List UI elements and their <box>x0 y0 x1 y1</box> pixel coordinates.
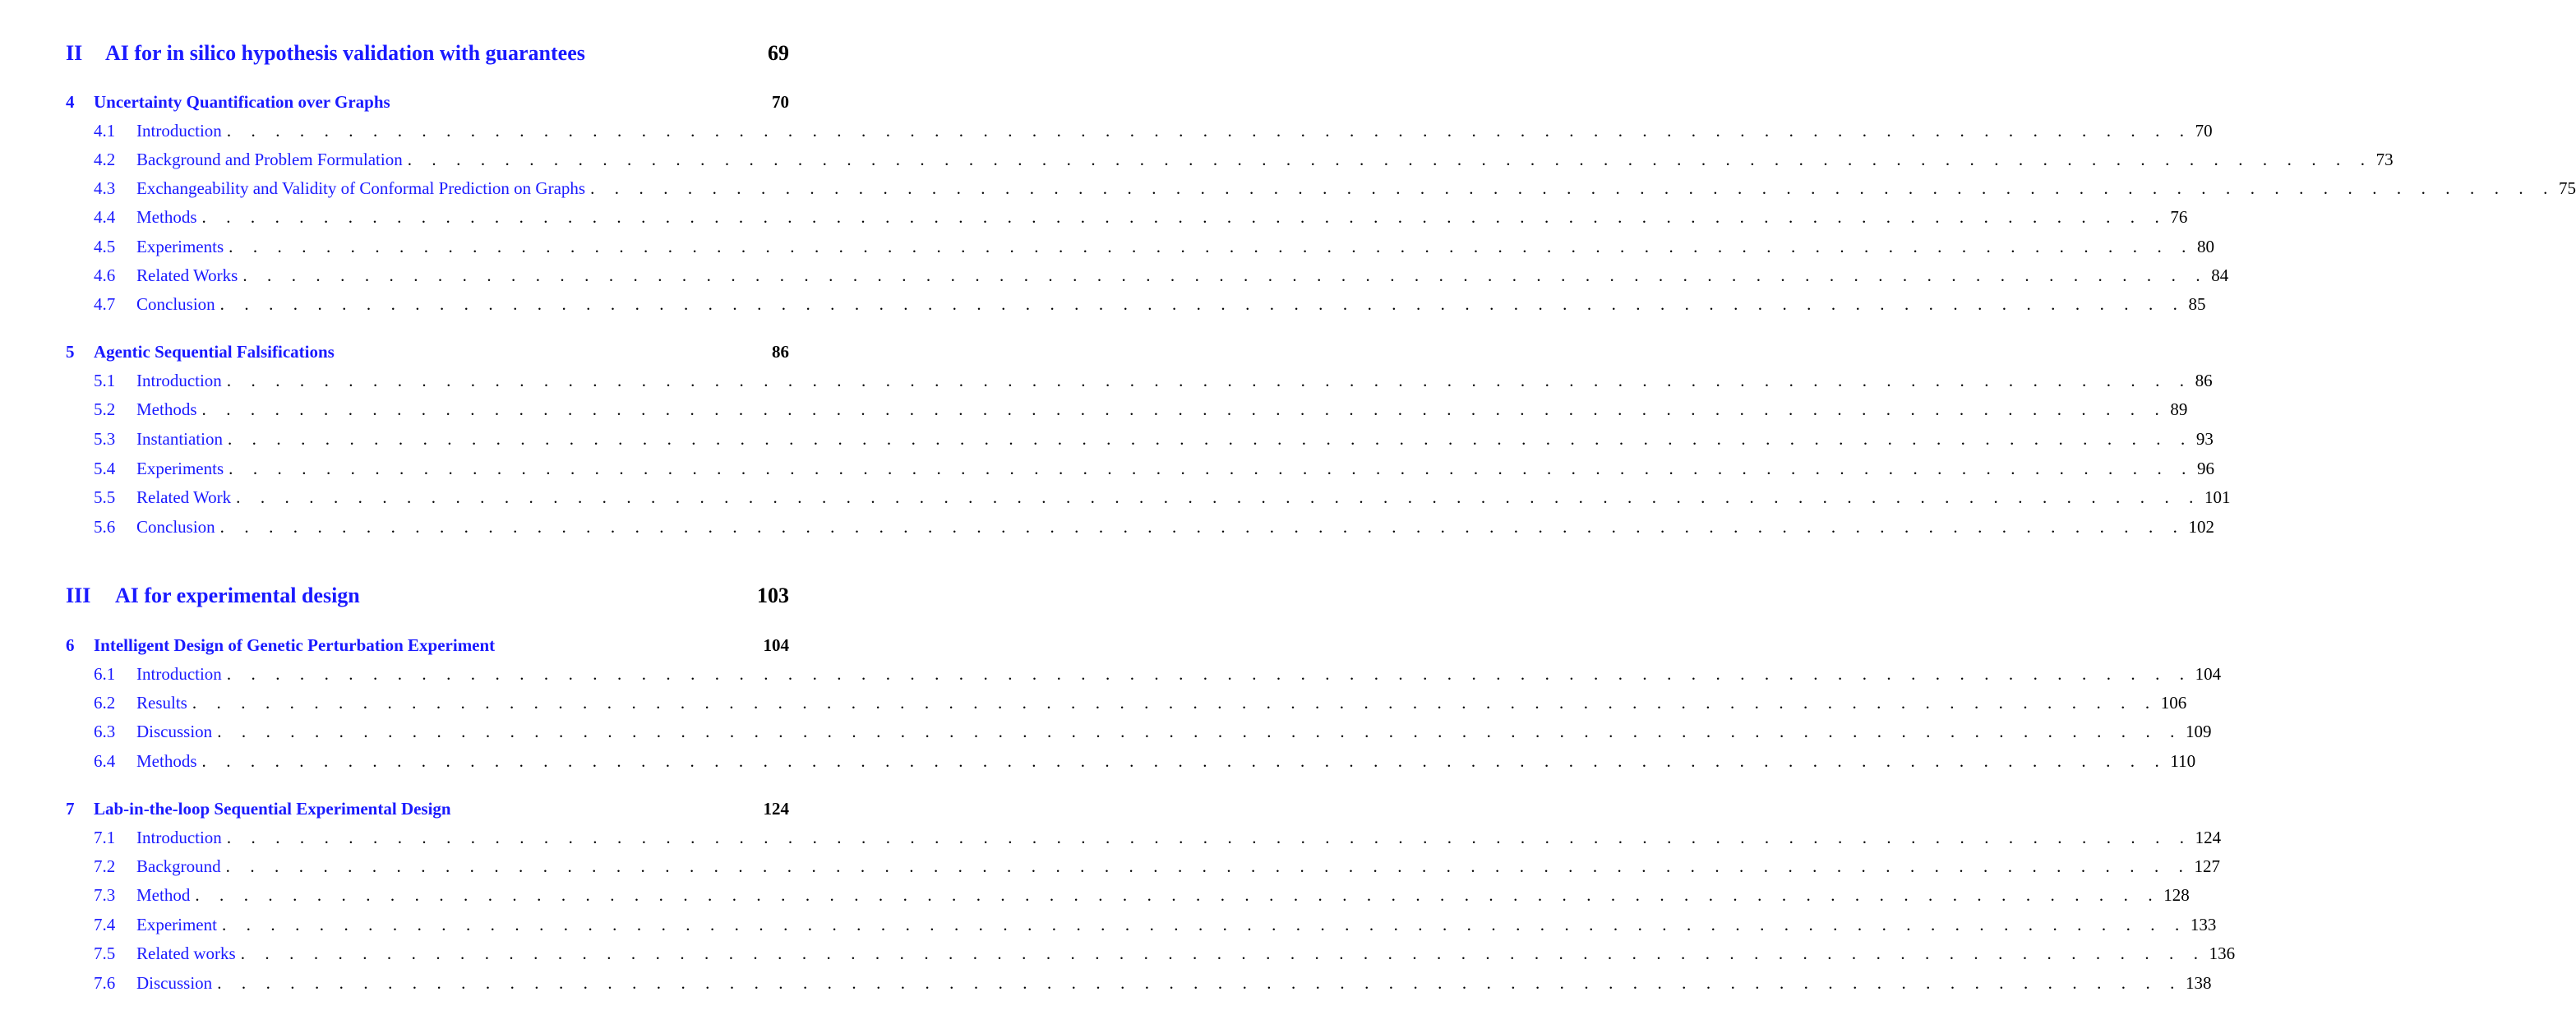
dot-leader: . . . . . . . . . . . . . . . . . . . . . . . . . . . . . . . . . . . . . . . . . . . . . . . . . . . . . . . . . . . . . . . . . . . . . . . . . . . . . . . . . <box>201 751 2167 771</box>
toc-section-entry[interactable] <box>94 885 2190 906</box>
section-page-number: 136 <box>2209 943 2236 963</box>
section-page-number: 110 <box>2170 751 2196 771</box>
chapter-title: Uncertainty Quantification over Graphs <box>94 92 390 112</box>
section-title: Discussion <box>136 973 213 993</box>
section-number: 5.5 <box>94 487 116 507</box>
part-heading[interactable] <box>66 41 789 66</box>
section-number: 7.1 <box>94 828 116 847</box>
section-title: Methods <box>136 399 197 419</box>
section-page-number: 124 <box>2195 828 2222 847</box>
toc-section-entry[interactable] <box>94 664 2222 685</box>
section-title: Conclusion <box>136 294 215 314</box>
section-title: Experiments <box>136 237 224 256</box>
section-number: 7.3 <box>94 885 116 905</box>
part-title: AI for in silico hypothesis validation with guarantees <box>105 41 585 65</box>
section-title: Methods <box>136 207 197 227</box>
toc-section-entry[interactable] <box>94 265 2229 286</box>
section-page-number: 76 <box>2170 207 2188 227</box>
toc-section-entry[interactable] <box>94 943 2236 964</box>
chapter-heading[interactable] <box>66 799 789 819</box>
section-number: 4.1 <box>94 121 116 141</box>
chapter-number: 6 <box>66 635 75 655</box>
chapter-title: Agentic Sequential Falsifications <box>94 342 335 362</box>
section-title: Related Work <box>136 487 232 507</box>
toc-section-entry[interactable] <box>94 150 2394 170</box>
toc-section-entry[interactable] <box>94 294 2206 315</box>
section-number: 6.1 <box>94 664 116 684</box>
section-page-number: 93 <box>2195 429 2214 449</box>
chapter-number: 4 <box>66 92 75 112</box>
section-title: Related works <box>136 943 236 963</box>
dot-leader: . . . . . . . . . . . . . . . . . . . . . . . . . . . . . . . . . . . . . . . . . . . . . . . . . . . . . . . . . . . . . . . . . . . . . . . . . . . . . . . . . <box>226 371 2192 390</box>
toc-section-entry[interactable] <box>94 751 2196 772</box>
dot-leader: . . . . . . . . . . . . . . . . . . . . . . . . . . . . . . . . . . . . . . . . . . . . . . . . . . . . . . . . . . . . . . . . . . . . . . . . . . . . . . . . . <box>219 517 2186 537</box>
chapter-title: Lab-in-the-loop Sequential Experimental Design <box>94 799 451 819</box>
section-page-number: 106 <box>2160 693 2187 713</box>
section-number: 5.6 <box>94 517 116 537</box>
section-title: Experiment <box>136 915 217 934</box>
section-page-number: 133 <box>2190 915 2217 934</box>
section-number: 7.6 <box>94 973 116 993</box>
section-title: Instantiation <box>136 429 223 449</box>
section-number: 7.4 <box>94 915 116 934</box>
section-number: 5.3 <box>94 429 116 449</box>
section-title: Introduction <box>136 664 222 684</box>
toc-section-entry[interactable] <box>94 207 2188 228</box>
section-number: 5.1 <box>94 371 116 390</box>
dot-leader: . . . . . . . . . . . . . . . . . . . . . . . . . . . . . . . . . . . . . . . . . . . . . . . . . . . . . . . . . . . . . . . . . . . . . . . . . . . . . . . . . <box>225 856 2191 876</box>
section-page-number: 84 <box>2211 265 2229 285</box>
dot-leader: . . . . . . . . . . . . . . . . . . . . . . . . . . . . . . . . . . . . . . . . . . . . . . . . . . . . . . . . . . . . . . . . . . . . . . . . . . . . . . . . . <box>229 459 2194 478</box>
section-page-number: 96 <box>2197 459 2214 478</box>
toc-section-entry[interactable] <box>94 856 2221 877</box>
part-number: II <box>66 41 83 65</box>
section-title: Method <box>136 885 191 905</box>
section-title: Introduction <box>136 828 222 847</box>
section-title: Related Works <box>136 265 238 285</box>
dot-leader: . . . . . . . . . . . . . . . . . . . . . . . . . . . . . . . . . . . . . . . . . . . . . . . . . . . . . . . . . . . . . . . . . . . . . . . . . . . . . . . . . <box>236 487 2202 507</box>
section-page-number: 109 <box>2186 722 2212 741</box>
section-number: 5.4 <box>94 459 116 478</box>
part-label[interactable] <box>66 584 360 608</box>
chapter-number: 5 <box>66 342 75 362</box>
section-number: 6.3 <box>94 722 116 741</box>
toc-section-entry[interactable] <box>94 517 2215 537</box>
section-number: 4.7 <box>94 294 116 314</box>
chapter-page-number: 70 <box>772 92 789 112</box>
part-label[interactable] <box>66 41 585 66</box>
dot-leader: . . . . . . . . . . . . . . . . . . . . . . . . . . . . . . . . . . . . . . . . . . . . . . . . . . . . . . . . . . . . . . . . . . . . . . . . . . . . . . . . . <box>192 693 2158 713</box>
section-number: 7.2 <box>94 856 116 876</box>
section-title: Methods <box>136 751 197 771</box>
section-title: Background and Problem Formulation <box>136 150 403 169</box>
section-title: Discussion <box>136 722 213 741</box>
section-number: 4.6 <box>94 265 116 285</box>
section-title: Conclusion <box>136 517 215 537</box>
dot-leader: . . . . . . . . . . . . . . . . . . . . . . . . . . . . . . . . . . . . . . . . . . . . . . . . . . . . . . . . . . . . . . . . . . . . . . . . . . . . . . . . . <box>240 943 2206 963</box>
chapter-heading[interactable] <box>66 92 789 113</box>
toc-section-entry[interactable] <box>94 459 2214 479</box>
part-title: AI for experimental design <box>115 584 360 607</box>
section-page-number: 80 <box>2197 237 2214 256</box>
chapter-page-number: 124 <box>763 799 789 819</box>
toc-section-entry[interactable] <box>94 371 2213 391</box>
section-number: 4.3 <box>94 178 116 198</box>
section-title: Introduction <box>136 121 222 141</box>
toc-section-entry[interactable] <box>94 429 2214 450</box>
dot-leader: . . . . . . . . . . . . . . . . . . . . . . . . . . . . . . . . . . . . . . . . . . . . . . . . . . . . . . . . . . . . . . . . . . . . . . . . . . . . . . . . . <box>201 399 2167 419</box>
dot-leader: . . . . . . . . . . . . . . . . . . . . . . . . . . . . . . . . . . . . . . . . . . . . . . . . . . . . . . . . . . . . . . . . . . . . . . . . . . . . . . . . . <box>226 828 2192 847</box>
section-page-number: 85 <box>2188 294 2206 314</box>
toc-section-entry[interactable] <box>94 693 2187 713</box>
chapter-page-number: 104 <box>763 635 789 655</box>
section-title: Introduction <box>136 371 222 390</box>
toc-section-entry[interactable] <box>94 121 2213 141</box>
section-number: 4.2 <box>94 150 116 169</box>
chapter-heading[interactable] <box>66 342 789 362</box>
dot-leader: . . . . . . . . . . . . . . . . . . . . . . . . . . . . . . . . . . . . . . . . . . . . . . . . . . . . . . . . . . . . . . . . . . . . . . . . . . . . . . . . . <box>217 973 2183 993</box>
section-page-number: 101 <box>2204 487 2231 507</box>
part-number: III <box>66 584 91 607</box>
section-title: Exchangeability and Validity of Conformal Prediction on Graphs <box>136 178 586 198</box>
chapter-page-number: 86 <box>772 342 789 362</box>
section-number: 4.5 <box>94 237 116 256</box>
toc-section-entry[interactable] <box>94 487 2231 508</box>
dot-leader: . . . . . . . . . . . . . . . . . . . . . . . . . . . . . . . . . . . . . . . . . . . . . . . . . . . . . . . . . . . . . . . . . . . . . . . . . . . . . . . . . <box>201 207 2167 227</box>
section-number: 5.2 <box>94 399 116 419</box>
dot-leader: . . . . . . . . . . . . . . . . . . . . . . . . . . . . . . . . . . . . . . . . . . . . . . . . . . . . . . . . . . . . . . . . . . . . . . . . . . . . . . . . . <box>195 885 2161 905</box>
dot-leader: . . . . . . . . . . . . . . . . . . . . . . . . . . . . . . . . . . . . . . . . . . . . . . . . . . . . . . . . . . . . . . . . . . . . . . . . . . . . . . . . . <box>221 915 2187 934</box>
section-page-number: 104 <box>2195 664 2222 684</box>
section-page-number: 127 <box>2194 856 2221 876</box>
section-title: Background <box>136 856 221 876</box>
toc-section-entry[interactable] <box>94 828 2222 848</box>
toc-section-entry[interactable] <box>94 399 2188 420</box>
dot-leader: . . . . . . . . . . . . . . . . . . . . . . . . . . . . . . . . . . . . . . . . . . . . . . . . . . . . . . . . . . . . . . . . . . . . . . . . . . . . . . . . . <box>242 265 2209 285</box>
section-number: 6.4 <box>94 751 116 771</box>
section-page-number: 138 <box>2186 973 2212 993</box>
section-page-number: 102 <box>2188 517 2215 537</box>
toc-section-entry[interactable] <box>94 973 2212 994</box>
section-number: 7.5 <box>94 943 116 963</box>
dot-leader: . . . . . . . . . . . . . . . . . . . . . . . . . . . . . . . . . . . . . . . . . . . . . . . . . . . . . . . . . . . . . . . . . . . . . . . . . . . . . . . . . <box>407 150 2373 169</box>
chapter-number: 7 <box>66 799 75 819</box>
part-page-number: 103 <box>757 584 789 607</box>
section-page-number: 73 <box>2375 150 2394 169</box>
section-page-number: 70 <box>2195 121 2213 141</box>
section-number: 6.2 <box>94 693 116 713</box>
section-page-number: 89 <box>2170 399 2188 419</box>
section-title: Results <box>136 693 187 713</box>
section-page-number: 86 <box>2195 371 2213 390</box>
section-page-number: 75 <box>2558 178 2576 198</box>
part-page-number: 69 <box>768 41 789 65</box>
dot-leader: . . . . . . . . . . . . . . . . . . . . . . . . . . . . . . . . . . . . . . . . . . . . . . . . . . . . . . . . . . . . . . . . . . . . . . . . . . . . . . . . . <box>217 722 2183 741</box>
dot-leader: . . . . . . . . . . . . . . . . . . . . . . . . . . . . . . . . . . . . . . . . . . . . . . . . . . . . . . . . . . . . . . . . . . . . . . . . . . . . . . . . . <box>219 294 2186 314</box>
chapter-heading[interactable] <box>66 635 789 656</box>
section-title: Experiments <box>136 459 224 478</box>
toc-section-entry[interactable] <box>94 178 2576 199</box>
section-number: 4.4 <box>94 207 116 227</box>
toc-section-entry[interactable] <box>94 237 2214 257</box>
section-page-number: 128 <box>2163 885 2190 905</box>
part-heading[interactable] <box>66 584 789 608</box>
toc-section-entry[interactable] <box>94 722 2212 742</box>
dot-leader: . . . . . . . . . . . . . . . . . . . . . . . . . . . . . . . . . . . . . . . . . . . . . . . . . . . . . . . . . . . . . . . . . . . . . . . . . . . . . . . . . <box>226 121 2192 141</box>
dot-leader: . . . . . . . . . . . . . . . . . . . . . . . . . . . . . . . . . . . . . . . . . . . . . . . . . . . . . . . . . . . . . . . . . . . . . . . . . . . . . . . . . <box>227 429 2193 449</box>
dot-leader: . . . . . . . . . . . . . . . . . . . . . . . . . . . . . . . . . . . . . . . . . . . . . . . . . . . . . . . . . . . . . . . . . . . . . . . . . . . . . . . . . <box>226 664 2192 684</box>
toc-section-entry[interactable] <box>94 915 2217 935</box>
dot-leader: . . . . . . . . . . . . . . . . . . . . . . . . . . . . . . . . . . . . . . . . . . . . . . . . . . . . . . . . . . . . . . . . . . . . . . . . . . . . . . . . . <box>590 178 2555 198</box>
chapter-title: Intelligent Design of Genetic Perturbation Experiment <box>94 635 496 655</box>
dot-leader: . . . . . . . . . . . . . . . . . . . . . . . . . . . . . . . . . . . . . . . . . . . . . . . . . . . . . . . . . . . . . . . . . . . . . . . . . . . . . . . . . <box>229 237 2194 256</box>
